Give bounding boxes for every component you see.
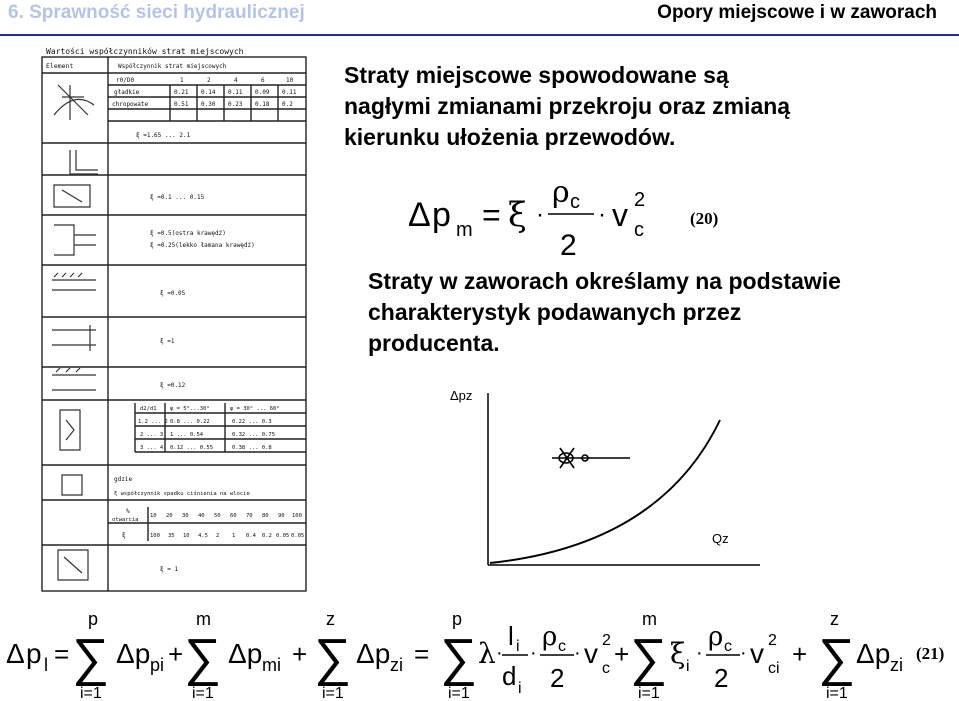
scan-angle-r2c2: 1 ... 0.54 — [170, 432, 204, 438]
eq20-xi: ξ — [508, 195, 527, 235]
loss-coefficient-table — [40, 45, 308, 593]
eq21-sum2-bottom: i=1 — [192, 685, 214, 701]
scan-rough-5: 0.2 — [282, 101, 293, 108]
eq21-v-sub: c — [602, 660, 610, 677]
eq20-sub-c2: c — [634, 219, 644, 241]
scan-xi-label: ξ — [122, 532, 126, 539]
scan-rough-4: 0.18 — [255, 101, 270, 108]
scan-xi-10: 0.05 — [291, 533, 305, 539]
scan-pct-5: 50 — [214, 513, 221, 519]
valve-characteristic-plot — [420, 385, 760, 570]
eq21-term3-sub: zi — [390, 655, 403, 675]
scan-row-smooth: gładkie — [114, 89, 140, 96]
scan-smooth-2: 0.14 — [201, 89, 216, 96]
scan-angle-r3c2: 0.12 ... 0.55 — [170, 445, 214, 451]
eq21-sum5-icon: ∑ — [630, 629, 668, 687]
scan-smooth-5: 0.11 — [282, 89, 297, 96]
eq21-sum3-top: z — [326, 609, 335, 629]
eq21-rho2: ρ — [708, 622, 724, 652]
scan-angle-r1c2: 0.8 ... 0.22 — [170, 419, 210, 425]
eq20-rho: ρ — [552, 180, 570, 210]
eq21-dot1: · — [496, 642, 503, 664]
scan-smooth-1: 0.21 — [174, 89, 189, 96]
scan-note-5: ξ =0.05 — [160, 290, 186, 297]
eq21-term6: Δp — [856, 638, 891, 669]
eq21-sum1-icon: ∑ — [72, 629, 110, 687]
scan-pct-3: 30 — [182, 513, 189, 519]
header-divider — [0, 34, 959, 36]
scan-angle-h2: ψ = 5°...30° — [170, 406, 210, 412]
eq21-plus1: + — [168, 639, 184, 669]
scan-note-7: ξ =0.12 — [160, 382, 186, 389]
equation-21 — [0, 605, 959, 701]
scan-pct-8: 80 — [262, 513, 269, 519]
eq21-sum6-top: z — [830, 609, 839, 629]
eq21-sum6-icon: ∑ — [818, 629, 856, 687]
eq21-v: v — [584, 638, 598, 669]
scan-note-3: ξ =0.5(ostra krawędź) — [150, 230, 226, 237]
scan-pct-1: 10 — [150, 513, 157, 519]
eq21-xi: ξ — [670, 637, 686, 670]
eq20-two: 2 — [560, 229, 577, 260]
scan-xi-5: 2 — [216, 533, 220, 539]
eq21-lambda: λ — [478, 637, 496, 670]
scan-ratio-4: 6 — [261, 77, 265, 84]
eq21-li: l — [508, 621, 514, 651]
scan-ratio-label: r0/D0 — [116, 77, 135, 84]
plot-y-label: Δpz — [450, 388, 473, 403]
eq21-lhs-sub: l — [44, 655, 48, 675]
eq21-eq: = — [54, 639, 70, 669]
eq20-sub-m: m — [456, 219, 473, 241]
eq21-li-sub: i — [516, 638, 520, 655]
eq21-term1-sub: pi — [150, 655, 165, 675]
scan-note-4: ξ =0.25(lekko łamana krawędź) — [150, 242, 255, 249]
scan-angle-r1c1: 1.2 ... 2 — [138, 419, 168, 425]
scan-percent-sub: otwarcia — [112, 517, 139, 523]
eq20-dot1: · — [536, 201, 544, 228]
scan-angle-h1: d2/d1 — [140, 406, 157, 412]
valves-paragraph: Straty w zaworach określamy na podstawie charakterystyk podawanych przez producenta. — [368, 268, 841, 356]
eq21-sum4-top: p — [452, 609, 463, 629]
eq21-sum5-bottom: i=1 — [638, 685, 660, 701]
scan-xi-9: 0.05 — [276, 533, 290, 539]
eq21-dot5: · — [740, 642, 747, 664]
eq20-v: v — [612, 197, 628, 233]
eq21-two2: 2 — [714, 663, 729, 693]
scan-row-rough: chropowate — [112, 101, 149, 108]
eq21-rho2-sub: c — [724, 638, 732, 655]
eq21-dot3: · — [574, 642, 581, 664]
eq21-sum2-top: m — [196, 609, 211, 629]
plot-curve — [490, 420, 720, 563]
scan-note-2: ξ =0.1 ... 0.15 — [150, 194, 205, 201]
scan-xi-7: 0.4 — [246, 533, 256, 539]
scan-smooth-4: 0.09 — [255, 89, 270, 96]
scan-rough-1: 0.51 — [174, 101, 189, 108]
scan-gdzie: gdzie — [114, 476, 133, 483]
eq21-v-sup: 2 — [602, 632, 611, 649]
eq20-sub-c1: c — [570, 191, 580, 213]
eq21-sum2-icon: ∑ — [184, 629, 222, 687]
slide-title: Opory miejscowe i w zaworach — [657, 2, 937, 23]
eq21-dot4: · — [696, 642, 703, 664]
eq21-sum4-bottom: i=1 — [448, 685, 470, 701]
scan-gdzie-text: ξ współczynnik spadku ciśnienia na wlocie — [114, 491, 250, 497]
scan-title: Wartości współczynników strat miejscowych — [46, 47, 244, 56]
scan-rough-3: 0.23 — [228, 101, 243, 108]
eq21-rho: ρ — [542, 622, 558, 652]
scan-smooth-3: 0.11 — [228, 89, 243, 96]
section-title: 6. Sprawność sieci hydraulicznej — [8, 2, 305, 23]
scan-pct-4: 40 — [198, 513, 205, 519]
eq21-v2-sub: ci — [768, 660, 780, 677]
scan-pct-10: 100 — [292, 513, 302, 519]
scan-ratio-1: 1 — [180, 77, 184, 84]
scan-angle-r2c1: 2 ... 3 — [140, 432, 164, 438]
scan-note-1: ξ =1.65 ... 2.1 — [136, 132, 191, 139]
eq20-sup-2: 2 — [634, 189, 646, 211]
scan-angle-r3c1: 3 ... 4 — [140, 445, 164, 451]
eq21-rho-sub: c — [558, 638, 566, 655]
plot-x-label: Qz — [712, 531, 729, 546]
scan-pct-7: 70 — [246, 513, 253, 519]
scan-ratio-3: 4 — [234, 77, 238, 84]
eq21-term3: Δp — [356, 638, 391, 669]
scan-rough-2: 0.30 — [201, 101, 216, 108]
eq21-eq2: = — [414, 639, 430, 669]
scan-angle-r3c3: 0.38 ... 0.8 — [232, 445, 272, 451]
eq21-number: (21) — [916, 644, 945, 663]
eq21-plus3: + — [614, 639, 630, 669]
eq21-term2-sub: mi — [262, 655, 281, 675]
eq20-delta: Δ — [408, 196, 431, 234]
eq21-term2: Δp — [228, 638, 263, 669]
scan-xi-1: 100 — [150, 533, 160, 539]
eq21-sum3-bottom: i=1 — [322, 685, 344, 701]
scan-pct-6: 60 — [230, 513, 237, 519]
eq21-lhs-p: p — [26, 638, 42, 669]
scan-angle-r1c3: 0.22 ... 0.3 — [232, 419, 272, 425]
scan-note-6: ξ =1 — [160, 338, 175, 345]
scan-xi-8: 0.2 — [262, 533, 272, 539]
eq21-term6-sub: zi — [890, 655, 903, 675]
scan-pct-9: 90 — [278, 513, 285, 519]
scan-pct-2: 20 — [166, 513, 173, 519]
valve-symbol-icon — [552, 448, 630, 468]
eq21-xi-sub: i — [686, 658, 690, 675]
scan-percent-label: % — [126, 508, 130, 515]
scan-col-coeff: Współczynnik strat miejscowych — [118, 63, 227, 70]
eq21-di-sub: i — [518, 680, 522, 697]
eq21-sum1-top: p — [88, 609, 99, 629]
eq21-sum6-bottom: i=1 — [826, 685, 848, 701]
eq21-v2: v — [750, 638, 764, 669]
eq21-v2-sup: 2 — [768, 632, 777, 649]
eq21-di: d — [502, 661, 517, 691]
scan-xi-6: 1 — [232, 533, 236, 539]
eq21-plus2: + — [292, 639, 308, 669]
eq20-p: p — [432, 196, 451, 234]
eq20-equals: = — [482, 197, 501, 233]
scan-last-note: ξ = 1 — [160, 566, 179, 573]
scan-col-element: Element — [46, 62, 74, 70]
eq20-dot2: · — [598, 201, 606, 228]
eq20-number: (20) — [690, 209, 719, 228]
eq21-plus4: + — [792, 639, 808, 669]
scan-angle-h3: ψ = 30° ... 60° — [230, 406, 280, 412]
scan-ratio-2: 2 — [207, 77, 211, 84]
intro-paragraph: Straty miejscowe spowodowane są nagłymi zmianami przekroju oraz zmianą kierunku ułożenia przewodów. — [344, 62, 791, 150]
scan-angle-r2c3: 0.32 ... 0.75 — [232, 432, 276, 438]
scan-xi-2: 35 — [168, 533, 175, 539]
eq21-term1: Δp — [116, 638, 151, 669]
eq21-sum3-icon: ∑ — [314, 629, 352, 687]
eq21-lhs-delta: Δ — [6, 638, 25, 669]
scan-ratio-5: 10 — [286, 77, 294, 84]
eq21-sum1-bottom: i=1 — [80, 685, 102, 701]
eq21-sum4-icon: ∑ — [440, 629, 478, 687]
scan-xi-4: 4.5 — [198, 533, 208, 539]
eq21-two1: 2 — [550, 663, 565, 693]
scan-xi-3: 10 — [183, 533, 190, 539]
eq21-dot2: · — [530, 642, 537, 664]
eq21-sum5-top: m — [642, 609, 657, 629]
equation-20 — [400, 180, 800, 260]
